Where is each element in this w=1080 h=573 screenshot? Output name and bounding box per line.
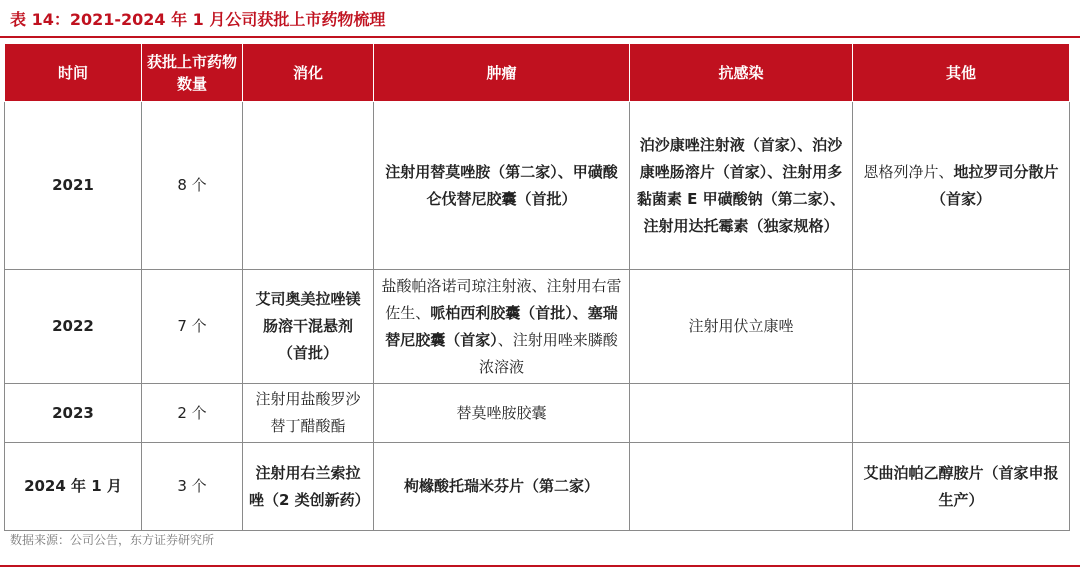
header-other: 其他 — [853, 44, 1070, 102]
drug-text: 艾曲泊帕乙醇胺片（首家申报生产） — [863, 463, 1059, 509]
drug-text: 注射用替莫唑胺（第二家）、甲磺酸仑伐替尼胶囊（首批） — [385, 162, 618, 208]
other-cell — [853, 270, 1070, 384]
table-header-row — [5, 44, 1070, 102]
source-note: 数据来源：公司公告，东方证券研究所 — [10, 533, 215, 547]
table-row — [5, 384, 1070, 443]
header-anti-infection: 抗感染 — [630, 44, 853, 102]
drug-text: 泊沙康唑注射液（首家）、泊沙康唑肠溶片（首家）、注射用多黏菌素 E 甲磺酸钠（第二家）、注射用达托霉素（独家规格） — [636, 135, 846, 235]
drug-text: 注射用右兰索拉唑（2 类创新药） — [249, 463, 370, 509]
tumor-cell — [374, 384, 630, 443]
anti-infection-cell — [630, 384, 853, 443]
header-digestion: 消化 — [243, 44, 374, 102]
drug-text: 枸橼酸托瑞米芬片（第二家） — [403, 477, 599, 495]
other-cell — [853, 102, 1070, 270]
tumor-cell — [374, 102, 630, 270]
drug-text: 地拉罗司分散片（首家） — [930, 162, 1059, 208]
table-title: 表 14：2021-2024 年 1 月公司获批上市药物梳理 — [10, 10, 386, 29]
drug-text: 注射用伏立康唑 — [688, 317, 794, 335]
count-cell: 3 个 — [142, 443, 243, 531]
tumor-cell — [374, 443, 630, 531]
year-cell: 2024 年 1 月 — [5, 443, 142, 531]
year-cell: 2022 — [5, 270, 142, 384]
year-cell: 2021 — [5, 102, 142, 270]
table-row — [5, 102, 1070, 270]
digestion-cell — [243, 443, 374, 531]
anti-infection-cell — [630, 443, 853, 531]
other-cell — [853, 443, 1070, 531]
title-divider — [0, 36, 1080, 38]
header-time: 时间 — [5, 44, 142, 102]
drug-text: 恩格列净片、 — [863, 162, 954, 181]
count-cell: 2 个 — [142, 384, 243, 443]
drug-text: 艾司奥美拉唑镁肠溶干混悬剂（首批） — [255, 290, 361, 362]
count-cell: 8 个 — [142, 102, 243, 270]
drug-approval-table — [4, 43, 1070, 531]
header-tumor: 肿瘤 — [374, 44, 630, 102]
drug-text: 哌柏西利胶囊（首批）、塞瑞替尼胶囊（首家） — [385, 303, 618, 349]
header-count: 获批上市药物数量 — [142, 44, 243, 102]
drug-text: 、注射用唑来膦酸浓溶液 — [478, 330, 618, 376]
digestion-cell — [243, 384, 374, 443]
table-row — [5, 443, 1070, 531]
table-row — [5, 270, 1070, 384]
bottom-divider — [0, 565, 1080, 567]
tumor-cell — [374, 270, 630, 384]
drug-text: 替莫唑胺胶囊 — [456, 403, 547, 422]
anti-infection-cell — [630, 270, 853, 384]
count-cell: 7 个 — [142, 270, 243, 384]
anti-infection-cell — [630, 102, 853, 270]
digestion-cell — [243, 270, 374, 384]
other-cell — [853, 384, 1070, 443]
drug-text: 注射用盐酸罗沙替丁醋酸酯 — [255, 390, 361, 435]
drug-text: 盐酸帕洛诺司琼注射液、注射用右雷佐生、 — [381, 276, 622, 322]
digestion-cell — [243, 102, 374, 270]
year-cell: 2023 — [5, 384, 142, 443]
